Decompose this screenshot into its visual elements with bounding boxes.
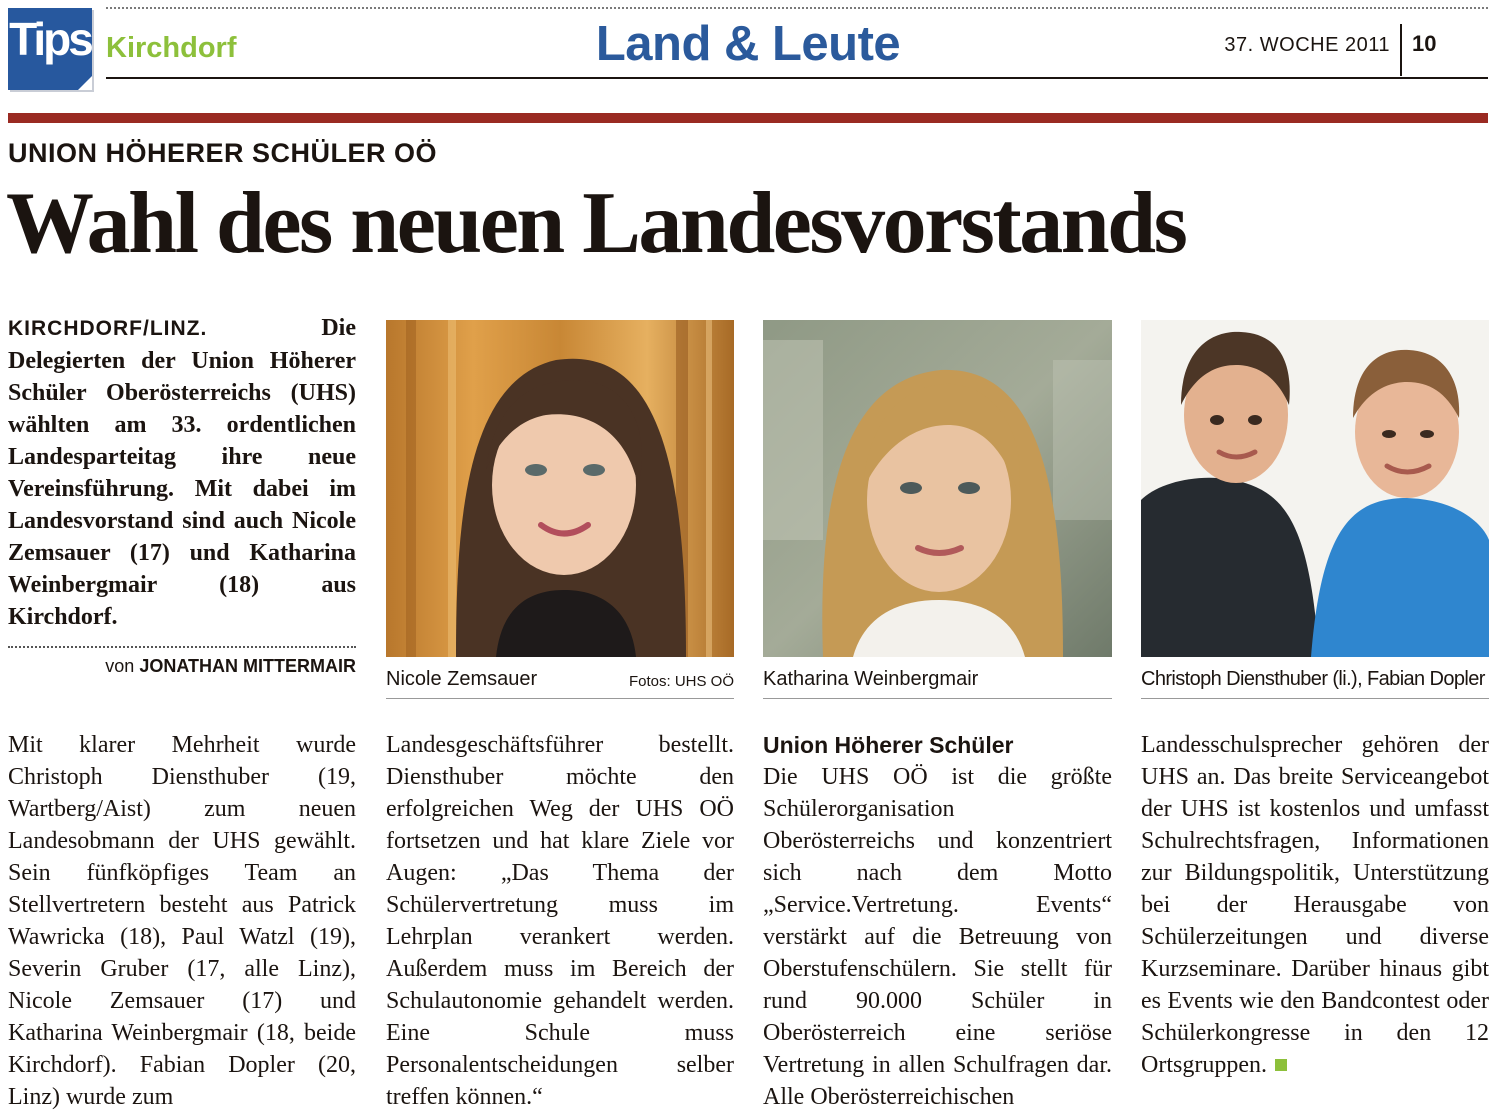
article-end-mark bbox=[1275, 1059, 1287, 1071]
article-kicker: UNION HÖHERER SCHÜLER OÖ bbox=[8, 138, 438, 168]
logo-page-fold bbox=[78, 76, 92, 90]
article-column-1 bbox=[8, 729, 356, 1113]
column-text: Mit klarer Mehrheit wurde Christoph Diensthuber (19, Wartberg/Aist) zum neuen Landesobmann der UHS gewählt. Sein fünfköpfiges Team an Stellvertretern besteht aus Patrick Wawricka (18), Paul Watzl (19), Severin Gruber (17, alle Linz), Nicole Zemsauer (17) und Katharina Weinbergmair (18, beide Kirchdorf). Fabian Dopler (20, Linz) wurde zum bbox=[8, 732, 356, 1110]
byline-author: JONATHAN MITTERMAIR bbox=[139, 656, 356, 676]
header-dotted-rule bbox=[106, 7, 1488, 9]
photo-christoph-diensthuber-fabian-dopler bbox=[1141, 320, 1489, 657]
photo-caption: Nicole Zemsauer bbox=[386, 668, 538, 690]
photo-caption: Katharina Weinbergmair bbox=[763, 668, 979, 690]
article-column-2 bbox=[386, 729, 734, 1113]
page-number: 10 bbox=[1412, 31, 1437, 56]
caption-rule bbox=[386, 698, 734, 699]
logo-text: Tips bbox=[9, 13, 91, 65]
caption-rule bbox=[1141, 698, 1489, 699]
article-column-4 bbox=[1141, 729, 1489, 1081]
article-headline: Wahl des neuen Landesvorstands bbox=[6, 175, 1186, 272]
header-divider bbox=[1400, 24, 1402, 76]
column-text: Landesschulsprecher gehören der UHS an. Das breite Serviceangebot der UHS ist kostenlos und umfasst Schulrechtsfragen, Informationen zur Bildungspolitik, Unterstützung bei der Herausgabe von Schülerzeitungen und diverse Kurzseminare. Darüber hinaus gibt es Events wie den Bandcontest oder Schülerkongresse in den 12 Ortsgruppen. bbox=[1141, 732, 1489, 1078]
photo-credit: Fotos: UHS OÖ bbox=[628, 673, 734, 690]
photo-nicole-zemsauer bbox=[386, 320, 734, 657]
photo-caption: Christoph Diensthuber (li.), Fabian Dopler bbox=[1141, 668, 1485, 690]
photo-katharina-weinbergmair bbox=[763, 320, 1112, 657]
byline-prefix: von bbox=[105, 656, 135, 676]
issue-week: 37. WOCHE 2011 bbox=[1224, 34, 1390, 56]
section-title: Land & Leute bbox=[595, 17, 901, 71]
tips-logo bbox=[8, 8, 92, 90]
lead-text: Die Delegierten der Union Höherer Schüler Oberösterreichs (UHS) wählten am 33. ordentlichen Landesparteitag ihre neue Vereinsführung. Mit dabei im Landesvorstand sind auch Nicole Zemsauer (17) und Katharina Weinbergmair (18) aus Kirchdorf. bbox=[8, 315, 356, 630]
byline-dotted-rule bbox=[8, 646, 356, 648]
region-name: Kirchdorf bbox=[106, 32, 237, 64]
article-subhead: Union Höherer Schüler bbox=[763, 732, 1014, 758]
article-lead bbox=[8, 312, 356, 633]
column-text: Die UHS OÖ ist die größte Schülerorganisation Oberösterreichs und konzentriert sich nach dem Motto „Service.Vertretung. Events“ verstärkt auf die Betreuung von Oberstufenschülern. Sie stellt für rund 90.000 Schüler in Oberösterreich eine seriöse Vertretung in allen Schulfragen dar. Alle Oberösterreichischen bbox=[763, 764, 1112, 1110]
article-column-3 bbox=[763, 729, 1112, 1113]
column-text: Landesgeschäftsführer bestellt. Diensthuber möchte den erfolgreichen Weg der UHS OÖ fortsetzen und hat klare Ziele vor Augen: „Das Thema der Schülervertretung muss im Lehrplan verankert werden. Außerdem muss im Bereich der Schulautonomie gehandelt werden. Eine Schule muss Personalentscheidungen selber treffen können.“ bbox=[386, 732, 734, 1110]
header-rule bbox=[106, 77, 1488, 79]
caption-rule bbox=[763, 698, 1112, 699]
byline bbox=[8, 656, 356, 677]
lead-dateline: KIRCHDORF/LINZ. bbox=[8, 317, 208, 340]
section-color-bar bbox=[8, 113, 1488, 123]
